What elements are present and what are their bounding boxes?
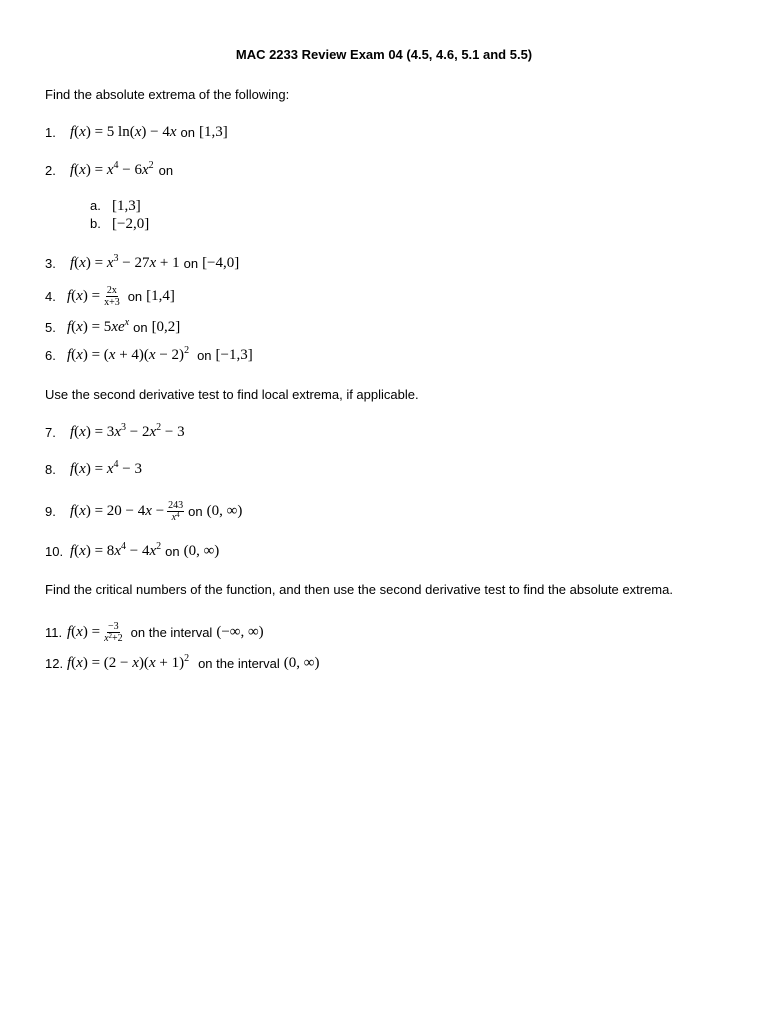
problem-6-equation: $f(x) = (x + 4)(x - 2)^2$	[67, 344, 190, 363]
problem-9-interval: (0, ∞)	[206, 502, 243, 519]
problem-1-on: on	[180, 124, 195, 140]
problem-10-on: on	[165, 543, 180, 559]
problem-1-interval: [1,3]	[199, 123, 228, 140]
problem-4-equation: f(x) =	[67, 287, 101, 304]
problem-7-equation: $f(x) = 3x^3 - 2x^2 - 3$	[70, 421, 185, 440]
problem-11-equation: f(x) =	[67, 623, 101, 640]
problem-6-interval: [−1,3]	[215, 346, 253, 363]
problem-8	[45, 459, 142, 479]
problem-2-equation: $f(x) = x^4 - 6x^2$	[70, 159, 154, 178]
problem-number: 12.	[45, 655, 64, 671]
fraction-numerator: 243	[168, 499, 184, 511]
fraction-numerator: 2x	[106, 284, 117, 296]
problem-6-on: on	[197, 347, 212, 363]
problem-1-equation: f(x) = 5 ln(x) − 4x	[70, 123, 177, 140]
problem-11	[45, 619, 264, 645]
problem-number: 6.	[45, 347, 56, 363]
problem-2a	[90, 198, 141, 215]
problem-number: 7.	[45, 424, 56, 440]
problem-11-on: on the interval	[130, 624, 213, 640]
problem-3-interval: [−4,0]	[202, 254, 240, 271]
problem-12-interval: (0, ∞)	[283, 654, 320, 671]
problem-7	[45, 422, 185, 442]
problem-4-fraction	[103, 285, 121, 308]
problem-2a-interval: [1,3]	[112, 198, 141, 214]
problem-2b-interval: [−2,0]	[112, 216, 150, 232]
problem-3-equation: $f(x) = x^3 - 27x + 1$	[70, 252, 180, 271]
problem-4-interval: [1,4]	[146, 287, 175, 304]
instruction-second-derivative: Use the second derivative test to find local extrema, if applicable.	[45, 387, 419, 402]
problem-10	[45, 541, 219, 561]
problem-number: 4.	[45, 288, 56, 304]
problem-number: 10.	[45, 543, 64, 559]
problem-4	[45, 284, 175, 308]
problem-8-equation: $f(x) = x^4 - 3$	[70, 458, 142, 477]
problem-number: 3.	[45, 255, 56, 271]
problem-number: 9.	[45, 503, 56, 519]
problem-5-interval: [0,2]	[151, 318, 181, 335]
problem-12-equation: $f(x) = (2 - x)(x + 1)^2$	[67, 652, 190, 671]
problem-2a-label: a.	[90, 198, 101, 213]
problem-3-on: on	[183, 255, 199, 271]
problem-12-on: on the interval	[198, 655, 280, 671]
problem-11-interval: (−∞, ∞)	[216, 623, 264, 640]
problem-number: 8.	[45, 461, 56, 477]
problem-3	[45, 253, 239, 273]
problem-12	[45, 653, 319, 673]
problem-9-equation: f(x) = 20 − 4x −	[70, 502, 165, 519]
fraction-denominator: $x^2+2$	[104, 631, 123, 644]
problem-5	[45, 317, 180, 337]
problem-2	[45, 160, 173, 180]
fraction-numerator: −3	[108, 620, 119, 632]
problem-10-interval: (0, ∞)	[183, 542, 220, 559]
problem-1	[45, 122, 228, 142]
instruction-critical-numbers: Find the critical numbers of the function, and then use the second derivative test to find the absolute extrema.	[45, 582, 673, 597]
problem-9	[45, 498, 242, 524]
problem-5-equation: $f(x) = 5xe^x$	[67, 316, 130, 335]
problem-10-equation: $f(x) = 8x^4 - 4x^2$	[70, 540, 162, 559]
problem-2-on: on	[158, 162, 174, 178]
problem-4-on: on	[127, 288, 143, 304]
problem-5-on: on	[133, 319, 148, 335]
page-title: MAC 2233 Review Exam 04 (4.5, 4.6, 5.1 and 5.5)	[235, 47, 533, 62]
problem-11-fraction	[103, 621, 124, 644]
fraction-denominator: x+3	[104, 296, 120, 308]
problem-2b	[90, 216, 149, 233]
problem-2b-label: b.	[90, 216, 101, 231]
problem-number: 1.	[45, 124, 56, 140]
problem-number: 2.	[45, 162, 56, 178]
problem-9-on: on	[188, 503, 203, 519]
fraction-denominator: $x^4$	[171, 510, 180, 523]
instruction-absolute-extrema: Find the absolute extrema of the following:	[45, 87, 290, 102]
problem-9-fraction	[167, 500, 184, 523]
problem-number: 5.	[45, 319, 56, 335]
problem-6	[45, 345, 253, 365]
problem-number: 11.	[45, 624, 63, 640]
